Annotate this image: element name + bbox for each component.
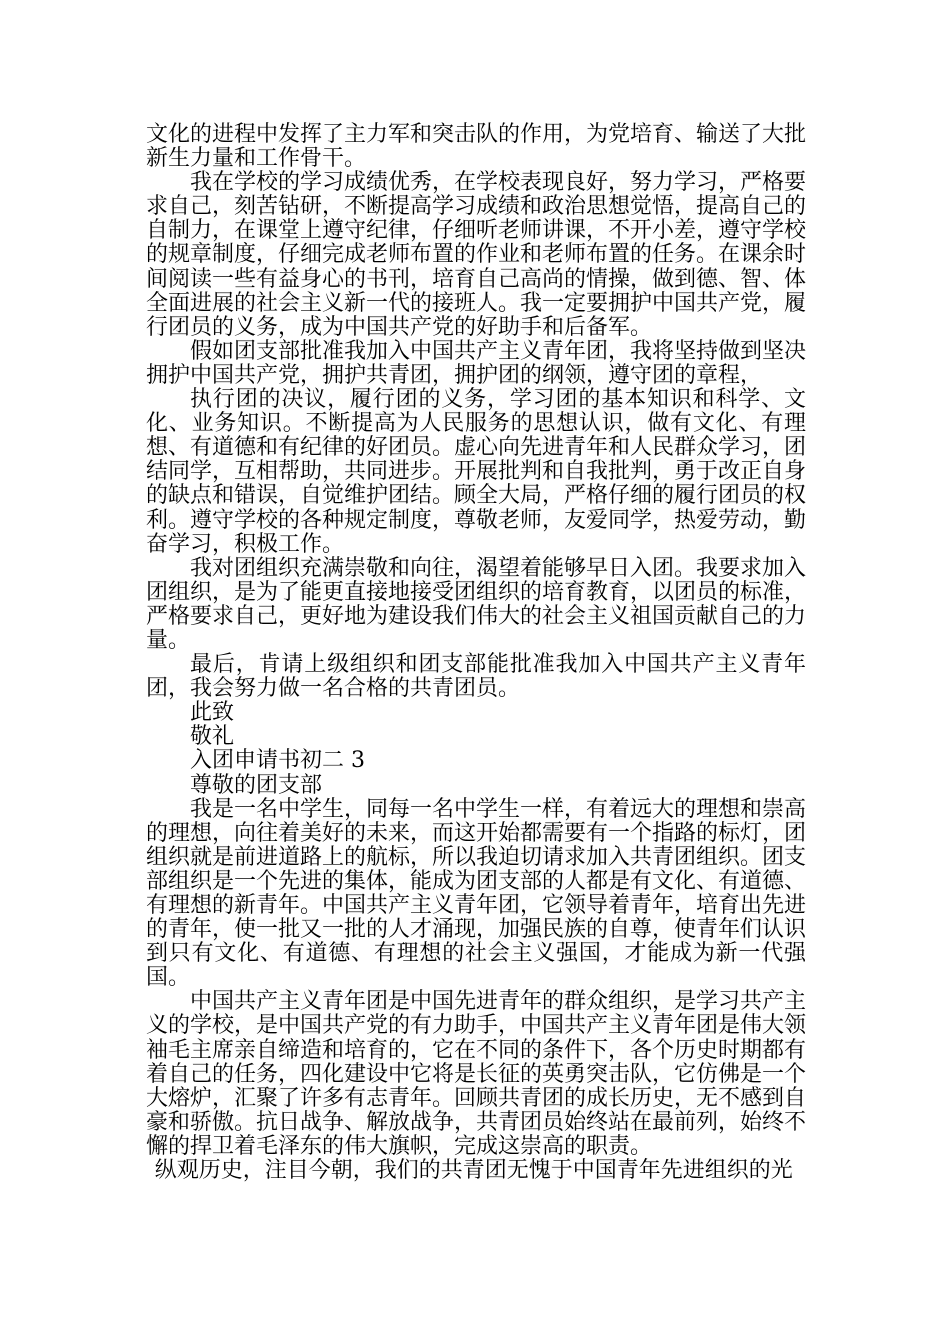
- closing-salutation: 此致: [190, 700, 235, 726]
- document-body: [146, 123, 806, 1183]
- paragraph-3: 假如团支部批准我加入中国共产主义青年团，我将坚持做到坚决拥护中国共产党，拥护共青团，拥护团的纲领，遵守团的章程，: [146, 338, 807, 388]
- addressee: 尊敬的团支部: [190, 772, 323, 798]
- paragraph-2: 我在学校的学习成绩优秀，在学校表现良好，努力学习，严格要求自己，刻苦钻研，不断提高学习成绩和政治思想觉悟，提高自己的自制力，在课堂上遵守纪律，仔细听老师讲课，不开小差，遵守学校的规章制度，仔细完成老师布置的作业和老师布置的任务。在课余时间阅读一些有益身心的书刊，培育自己高尚的情操，做到德、智、体全面进展的社会主义新一代的接班人。我一定要拥护中国共产党，履行团员的义务，成为中国共产党的好助手和后备军。: [146, 170, 807, 340]
- closing-regards: 敬礼: [190, 724, 235, 750]
- paragraph-9: 纵观历史，注目今朝，我们的共青团无愧于中国青年先进组织的光: [154, 1158, 793, 1184]
- paragraph-1: 文化的进程中发挥了主力军和突击队的作用，为党培育、输送了大批新生力量和工作骨干。: [146, 122, 807, 172]
- paragraph-6: 最后，肯请上级组织和团支部能批准我加入中国共产主义青年团，我会努力做一名合格的共青团员。: [146, 652, 806, 702]
- paragraph-8: 中国共产主义青年团是中国先进青年的群众组织，是学习共产主义的学校，是中国共产党的有力助手，中国共产主义青年团是伟大领袖毛主席亲自缔造和培育的，它在不同的条件下，各个历史时期都有着自己的任务，四化建设中它将是长征的英勇突击队，它仿佛是一个大熔炉，汇聚了许多有志青年。回顾共青团的成长历史，无不感到自豪和骄傲。抗日战争、解放战争，共青团员始终站在最前列，始终不懈的捍卫着毛泽东的伟大旗帜，完成这崇高的职责。: [146, 989, 807, 1159]
- paragraph-4: 执行团的决议，履行团的义务，学习团的基本知识和科学、文化、业务知识。不断提高为人民服务的思想认识，做有文化、有理想、有道德和有纪律的好团员。虚心向先进青年和人民群众学习，团结同学，互相帮助，共同进步。开展批判和自我批判，勇于改正自身的缺点和错误，自觉维护团结。顾全大局，严格仔细的履行团员的权利。遵守学校的各种规定制度，尊敬老师，友爱同学，热爱劳动，勤奋学习，积极工作。: [146, 387, 807, 557]
- paragraph-7: 我是一名中学生，同每一名中学生一样，有着远大的理想和崇高的理想，向往着美好的未来，而这开始都需要有一个指路的标灯，团组织就是前进道路上的航标，所以我迫切请求加入共青团组织。团支部组织是一个先进的集体，能成为团支部的人都是有文化、有道德、有理想的新青年。中国共产主义青年团，它领导着青年，培育出先进的青年，使一批又一批的人才涌现，加强民族的自尊，使青年们认识到只有文化、有道德、有理想的社会主义强国，才能成为新一代强国。: [146, 796, 807, 991]
- section-title: 入团申请书初二 3: [190, 748, 365, 774]
- paragraph-5: 我对团组织充满崇敬和向往，渴望着能够早日入团。我要求加入团组织，是为了能更直接地接受团组织的培育教育，以团员的标准，严格要求自己，更好地为建设我们伟大的社会主义祖国贡献自己的力量。: [146, 555, 807, 653]
